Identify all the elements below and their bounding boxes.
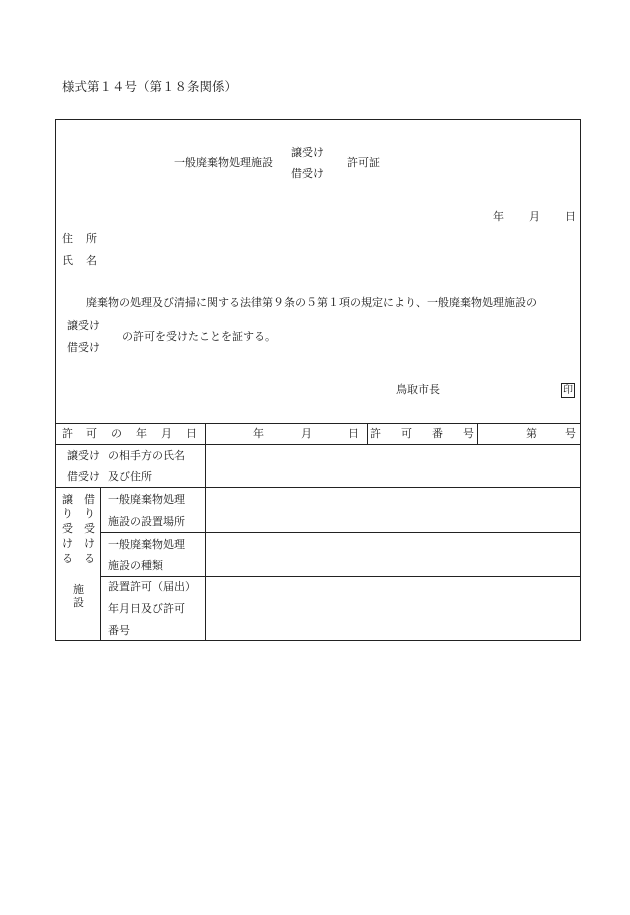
title-option-transfer: 譲受け <box>291 146 324 159</box>
permit-number-label-char: 番 <box>432 427 443 440</box>
facility-group-col2-char: け <box>84 537 95 550</box>
table-row-rule <box>100 532 581 533</box>
table-row-rule <box>100 576 581 577</box>
counterparty-label-line1: の相手方の氏名 <box>108 449 185 462</box>
facility-group-col2-char: る <box>84 552 95 565</box>
permit-date-month: 月 <box>301 427 312 440</box>
permit-info-label-line: 設置許可（届出） <box>108 580 196 593</box>
location-label-line: 施設の設置場所 <box>108 515 185 528</box>
permit-number-prefix: 第 <box>526 427 537 440</box>
location-label-line: 一般廃棄物処理 <box>108 493 185 506</box>
permit-date-label-char: 年 <box>136 427 147 440</box>
permit-info-label-line: 年月日及び許可 <box>108 602 185 615</box>
issuer-title: 鳥取市長 <box>396 383 440 396</box>
table-column-rule <box>100 487 101 641</box>
facility-group-col2-char: 受 <box>84 522 95 535</box>
certificate-body-line2: の許可を受けたことを証する。 <box>122 330 276 343</box>
facility-group-col1-char: け <box>62 537 73 550</box>
facility-group-col1-char: 譲 <box>62 493 73 506</box>
permit-date-label-char: 日 <box>186 427 197 440</box>
table-column-rule <box>477 423 478 444</box>
table-top-rule <box>55 423 581 424</box>
type-label-line: 一般廃棄物処理 <box>108 538 185 551</box>
permit-info-label-line: 番号 <box>108 624 130 637</box>
address-label-char: 所 <box>86 232 97 245</box>
body-option-transfer: 譲受け <box>67 319 100 332</box>
table-row-rule <box>55 444 581 445</box>
counterparty-label-line2: 及び住所 <box>108 470 152 483</box>
facility-group-col1-char: る <box>62 552 73 565</box>
permit-date-label-char: 許 <box>62 427 73 440</box>
facility-group-col2-char: 借 <box>84 493 95 506</box>
permit-number-label-char: 号 <box>463 427 474 440</box>
certificate-title-suffix: 許可証 <box>347 156 380 169</box>
table-column-rule <box>205 423 206 641</box>
permit-number-label-char: 可 <box>401 427 412 440</box>
body-option-lease: 借受け <box>67 341 100 354</box>
name-label-char: 氏 <box>62 254 73 267</box>
permit-date-label-char: 月 <box>161 427 172 440</box>
type-label-line: 施設の種類 <box>108 559 163 572</box>
permit-date-label-char: 可 <box>86 427 97 440</box>
permit-date-year: 年 <box>253 427 264 440</box>
permit-number-suffix: 号 <box>565 427 576 440</box>
form-number: 様式第１４号（第１８条関係） <box>62 79 238 94</box>
permit-date-label-char: の <box>111 427 122 440</box>
counterparty-option-transfer: 譲受け <box>67 449 100 462</box>
seal-mark: 印 <box>563 385 573 396</box>
permit-date-day: 日 <box>348 427 359 440</box>
facility-group-col1-char: 受 <box>62 522 73 535</box>
table-row-rule <box>55 487 581 488</box>
name-label-char: 名 <box>86 254 97 267</box>
counterparty-option-lease: 借受け <box>67 470 100 483</box>
facility-group-label-char: 施 <box>73 583 84 596</box>
issue-date-day: 日 <box>565 210 576 223</box>
title-option-lease: 借受け <box>291 167 324 180</box>
facility-group-col1-char: り <box>62 507 73 520</box>
table-column-rule <box>367 423 368 444</box>
address-label-char: 住 <box>62 232 73 245</box>
certificate-title-prefix: 一般廃棄物処理施設 <box>174 156 273 169</box>
facility-group-col2-char: り <box>84 507 95 520</box>
issue-date-year: 年 <box>493 210 504 223</box>
facility-group-label-char: 設 <box>73 596 84 609</box>
permit-number-label-char: 許 <box>370 427 381 440</box>
issue-date-month: 月 <box>529 210 540 223</box>
certificate-body-line1: 廃棄物の処理及び清掃に関する法律第９条の５第１項の規定により、一般廃棄物処理施設の <box>86 296 537 309</box>
